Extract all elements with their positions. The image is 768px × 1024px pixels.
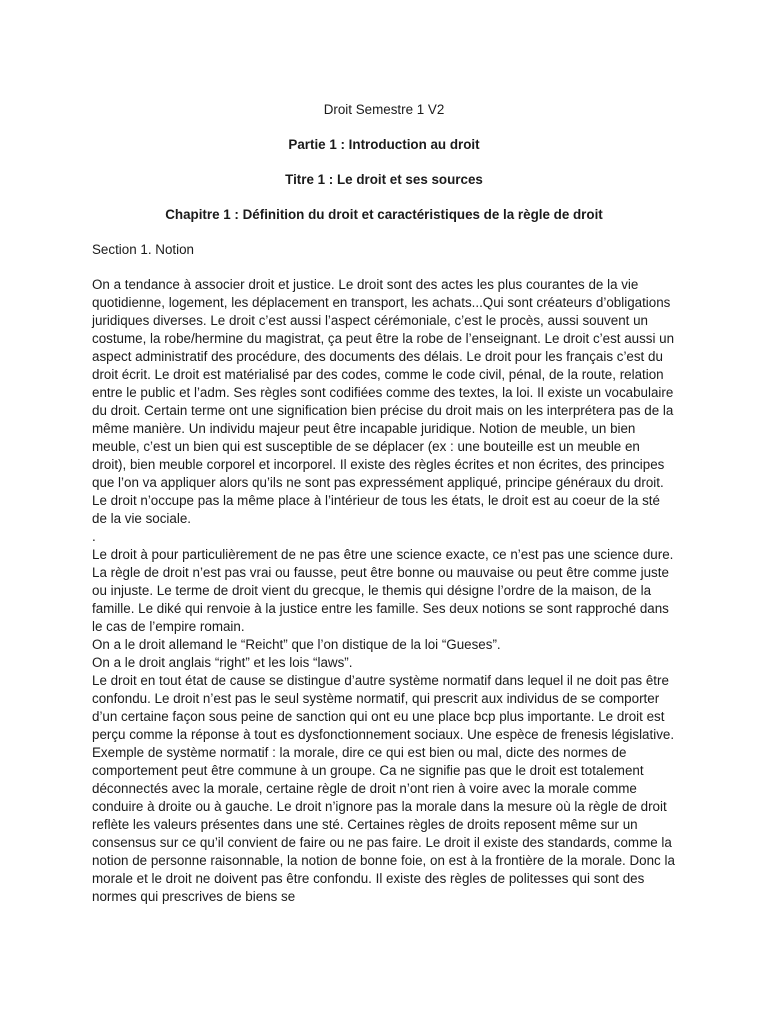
paragraph: On a tendance à associer droit et justice. Le droit sont des actes les plus courantes de la vie quotidienne, logement, les déplacement en transport, les achats...Qui sont créateurs d’obligations juridiques diverses. Le droit c’est aussi l’aspect cérémoniale, c’est le procès, aussi souvent un costume, la robe/hermine du magistrat, ça peut être la robe de l’enseignant. Le droit c’est aussi un aspect administratif des procédure, des documents des délais. Le droit pour les français c’est du droit écrit. Le droit est matérialisé par des codes, comme le code civil, pénal, de la route, relation entre le public et l’adm. Ses règles sont codifiées comme des textes, la loi. Il existe un vocabulaire du droit. Certain terme ont une signification bien précise du droit mais on les interprétera pas de la même manière. Un individu majeur peut être incapable juridique. Notion de meuble, un bien meuble, c’est un bien qui est susceptible de se déplacer (ex : une bouteille est un meuble en droit), bien meuble corporel et incorporel. Il existe des règles écrites et non écrites, des principes que l’on va appliquer alors qu’ils ne sont pas expressément appliqué, principe généraux du droit. Le droit n’occupe pas la même place à l’intérieur de tous les états, le droit est au coeur de la sté de la vie sociale. — [92, 277, 675, 526]
paragraph: On a le droit allemand le “Reicht” que l’on distique de la loi “Gueses”. — [92, 637, 501, 652]
paragraph: On a le droit anglais “right” et les lois “laws”. — [92, 655, 353, 670]
body-text — [92, 276, 676, 906]
paragraph: . — [92, 529, 96, 544]
paragraph: Exemple de système normatif : la morale, dire ce qui est bien ou mal, dicte des normes de comportement peut être commune à un groupe. Ca ne signifie pas que le droit est totalement déconnectés avec la morale, certaine règle de droit n’ont rien à voire avec la morale comme conduire à droite ou à gauche. Le droit n’ignore pas la morale dans la mesure où la règle de droit reflète les valeurs présentes dans une sté. Certaines règles de droits reposent même sur un consensus sur ce qu’il convient de faire ou ne pas faire. Le droit il existe des standards, comme la notion de personne raisonnable, la notion de bonne foie, on est à la frontière de la morale. Donc la morale et le droit ne doivent pas être confondu. Il existe des règles de politesses qui sont des normes qui prescrives de biens se — [92, 745, 675, 904]
paragraph: Le droit en tout état de cause se distingue d’autre système normatif dans lequel il ne doit pas être confondu. Le droit n’est pas le seul système normatif, qui prescrit aux individus de se comporter d’un certaine façon sous peine de sanction qui ont eu une place bcp plus importante. Le droit est perçu comme la réponse à tout es dysfonctionnement sociaux. Une espèce de frenesis législative. — [92, 673, 675, 742]
chapter-heading: Chapitre 1 : Définition du droit et caractéristiques de la règle de droit — [165, 207, 603, 222]
document-title: Droit Semestre 1 V2 — [323, 102, 445, 117]
part-heading: Partie 1 : Introduction au droit — [288, 137, 480, 152]
title-heading: Titre 1 : Le droit et ses sources — [285, 172, 483, 187]
paragraph: Le droit à pour particulièrement de ne pas être une science exacte, ce n’est pas une science dure. La règle de droit n’est pas vrai ou fausse, peut être bonne ou mauvaise ou peut être comme juste ou injuste. Le terme de droit vient du grecque, le themis qui désigne l’ordre de la maison, de la famille. Le diké qui renvoie à la justice entre les famille. Ses deux notions se sont rapproché dans le cas de l’empire romain. — [92, 547, 674, 634]
section-heading: Section 1. Notion — [92, 242, 194, 257]
